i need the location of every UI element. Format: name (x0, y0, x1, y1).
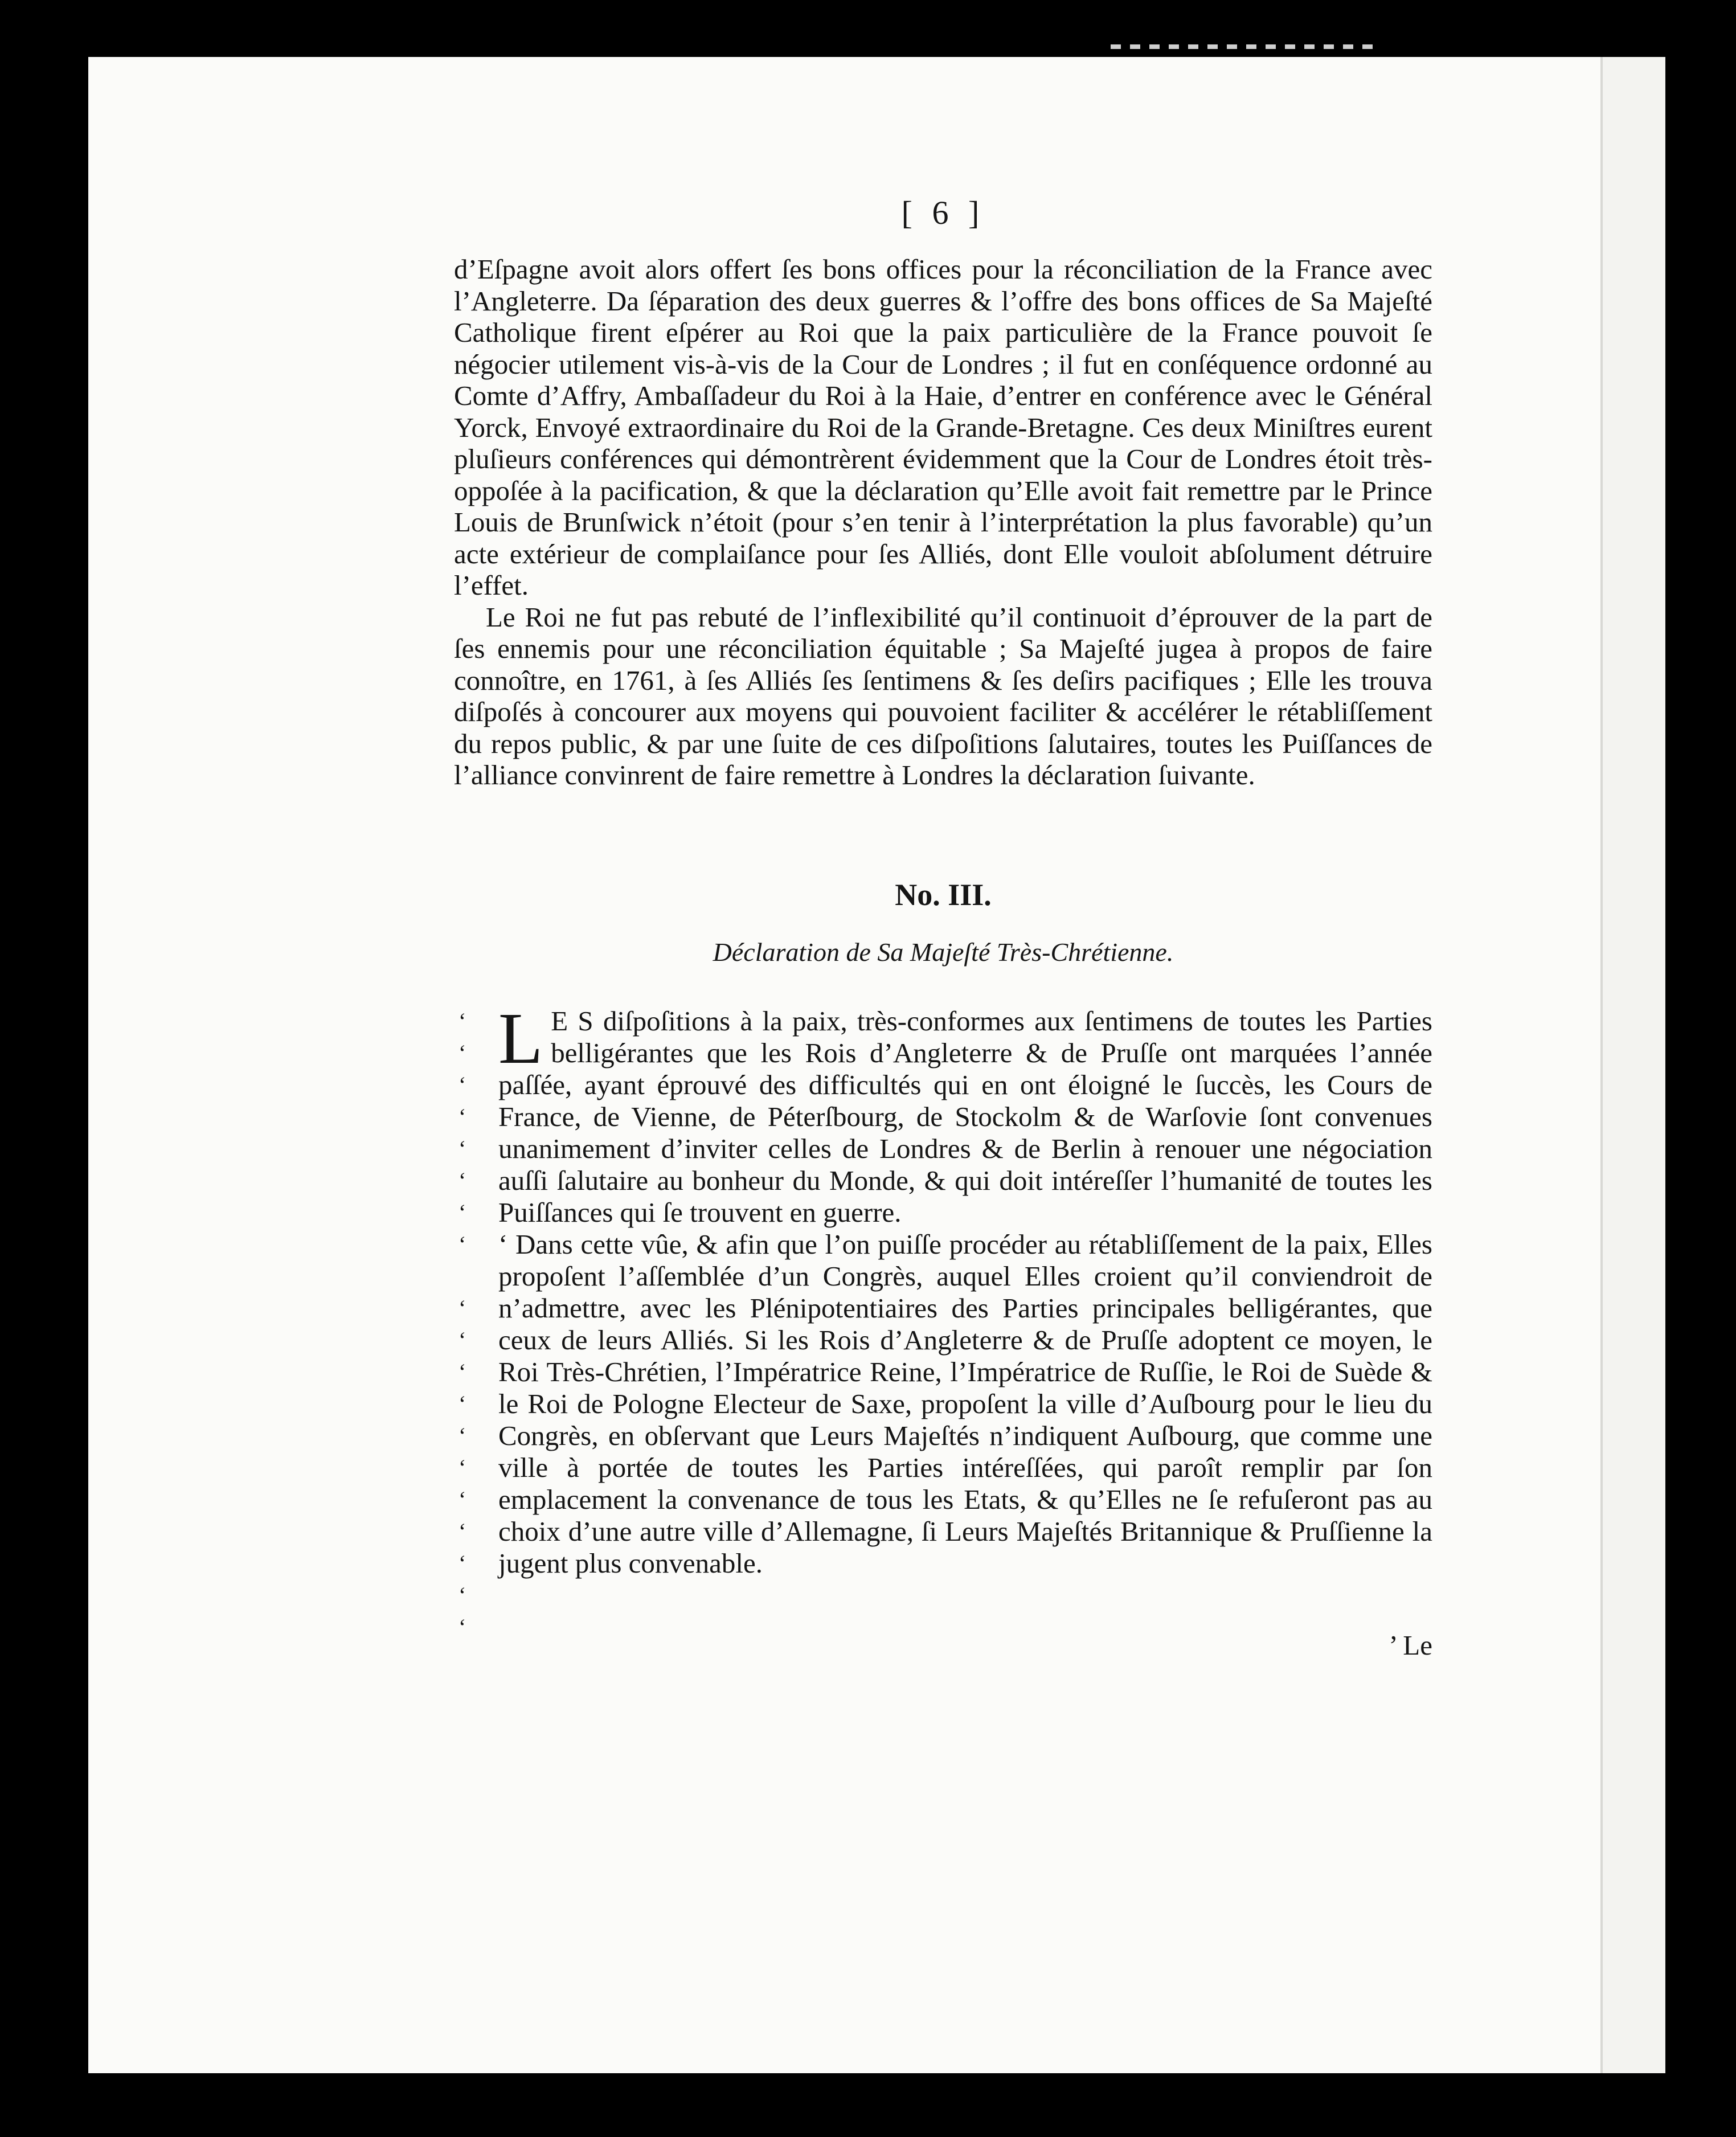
quote-mark: ‘ (458, 1168, 466, 1193)
quote-mark: ‘ (458, 1359, 466, 1385)
quote-mark: ‘ (458, 1423, 466, 1448)
declaration-first-paragraph (498, 998, 1432, 1229)
quote-mark: ‘ (458, 1008, 466, 1034)
quote-mark: ‘ (458, 1391, 466, 1417)
quote-mark: ‘ (458, 1455, 466, 1480)
quote-mark: ‘ (458, 1582, 466, 1608)
declaration-first-text: E S diſpoſitions à la paix, très-conformes aux ſentimens de toutes les Parties belligérantes que les Rois d’Angleterre & de Pruſſe ont marquées l’année paſſée, ayant éprouvé des difficultés qui en ont éloigné le ſuccès, les Cours de France, de Vienne, de Péterſbourg, de Stockolm & de Warſovie ſont convenues unanimement d’inviter celles de Londres & de Berlin à renouer une négociation auſſi ſalutaire au bonheur du Monde, & qui doit intéreſſer l’humanité de toutes les Puiſſances qui ſe trouvent en guerre. (498, 1005, 1432, 1228)
declaration-second-paragraph: ‘ Dans cette vûe, & afin que l’on puiſſe procéder au rétabliſſement de la paix, Elles propoſent l’aſſemblée d’un Congrès, auquel Elles croient qu’il conviendroit de n’admettre, avec les Plénipotentiaires des Parties principales belligérantes, que ceux de leurs Alliés. Si les Rois d’Angleterre & de Pruſſe adoptent ce moyen, le Roi Très-Chrétien, l’Impératrice Reine, l’Impératrice de Ruſſie, le Roi de Suède & le Roi de Pologne Electeur de Saxe, propoſent la ville d’Auſbourg pour le lieu du Congrès, en obſervant que Leurs Majeſtés n’indiquent Auſbourg, que comme une ville à portée de toutes les Parties intéreſſées, qui paroît remplir par ſon emplacement la convenance de tous les Etats, & qu’Elles ne ſe refuſeront pas au choix d’une autre ville d’Allemagne, ſi Leurs Majeſtés Britannique & Pruſſienne la jugent plus convenable. (498, 1229, 1432, 1579)
quote-mark: ‘ (458, 1104, 466, 1129)
catchword: ’ Le (1389, 1630, 1432, 1661)
declaration-text (498, 998, 1432, 1579)
quote-mark: ‘ (458, 1072, 466, 1098)
quote-margin-marks (458, 1005, 481, 1643)
quote-mark: ‘ (458, 1487, 466, 1512)
drop-cap: L (498, 998, 543, 1079)
quote-mark: ‘ (458, 1199, 466, 1225)
opening-paragraph: d’Eſpagne avoit alors offert ſes bons offices pour la réconciliation de la France avec l’Angleterre. Da ſéparation des deux guerres & l’offre des bons offices de Sa Majeſté Catholique firent eſpérer au Roi que la paix particulière de la France pouvoit ſe négocier utilement vis-à-vis de la Cour de Londres ; il fut en conſéquence ordonné au Comte d’Affry, Ambaſſadeur du Roi à la Haie, d’entrer en conférence avec le Général Yorck, Envoyé extraordinaire du Roi de la Grande-Bretagne. Ces deux Miniſtres eurent pluſieurs conférences qui démontrèrent évidemment que la Cour de Londres étoit très-oppoſée à la pacification, & que la déclaration qu’Elle avoit fait remettre par le Prince Louis de Brunſwick n’étoit (pour s’en tenir à l’interprétation la plus favorable) qu’un acte extérieur de complaiſance pour ſes Alliés, dont Elle vouloit abſolument détruire l’effet. (454, 253, 1432, 601)
quote-mark: ‘ (458, 1550, 466, 1576)
page-number: [ 6 ] (901, 194, 985, 231)
section-number: No. III. (895, 878, 992, 912)
quote-mark: ‘ (458, 1614, 466, 1640)
second-paragraph: Le Roi ne fut pas rebuté de l’inflexibilité qu’il continuoit d’éprouver de la part de ſes ennemis pour une réconciliation équitable ; Sa Majeſté jugea à propos de faire connoître, en 1761, à ſes Alliés ſes ſentimens & ſes deſirs pacifiques ; Elle les trouva diſpoſés à concourer aux moyens qui pouvoient faciliter & accélérer le rétabliſſement du repos public, & par une ſuite de ces diſpoſitions ſalutaires, toutes les Puiſſances de l’alliance convinrent de faire remettre à Londres la déclaration ſuivante. (454, 601, 1432, 791)
body-text (454, 253, 1432, 791)
quote-mark: ‘ (458, 1518, 466, 1544)
quote-mark: ‘ (458, 1327, 466, 1353)
quote-mark: ‘ (458, 1231, 466, 1257)
quote-mark: ‘ (458, 1040, 466, 1066)
quote-mark: ‘ (458, 1295, 466, 1321)
section-title: Déclaration de Sa Majeſté Très-Chrétienne. (713, 938, 1174, 967)
quote-mark: ‘ (458, 1136, 466, 1161)
page-edge (1600, 57, 1665, 2073)
scan-edge-marks (1111, 44, 1373, 49)
